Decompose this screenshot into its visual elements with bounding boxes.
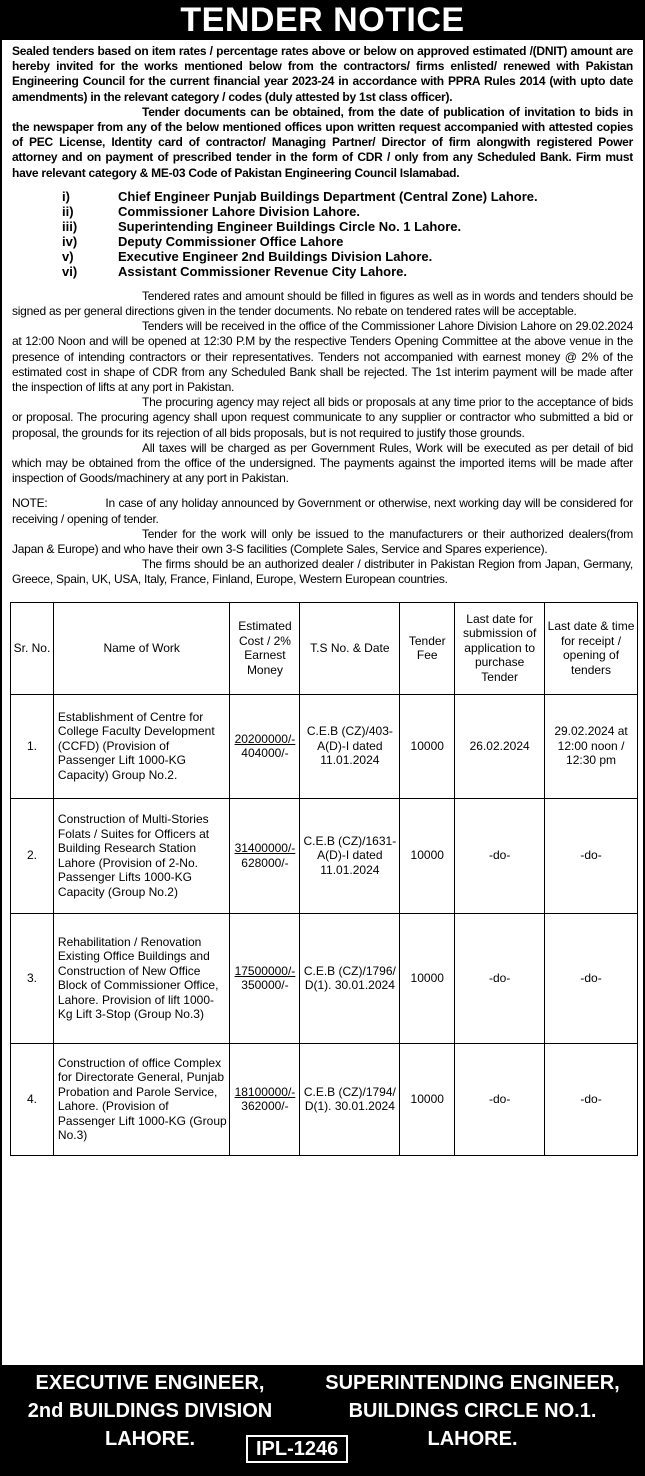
column-header: T.S No. & Date [300, 602, 400, 694]
receipt-cell: -do- [545, 1043, 638, 1155]
work-name-cell: Establishment of Centre for College Faculty Development (CCFD) (Provision of Passenger Lift 1000-KG Capacity) Group No.2. [53, 694, 230, 798]
fee-cell: 10000 [400, 694, 455, 798]
superintending-engineer-signature [300, 1369, 645, 1453]
ts-cell: C.E.B (CZ)/1796/ D(1). 30.01.2024 [300, 913, 400, 1043]
signature-line: LAHORE. [105, 1428, 195, 1450]
office-number: iv) [62, 233, 78, 249]
note-label: NOTE: [12, 496, 48, 511]
column-header: Last date for submission of application to purchase Tender [455, 602, 545, 694]
tender-notice-title: TENDER NOTICE [0, 0, 645, 40]
cost-cell [230, 694, 300, 798]
rates-paragraph: Tendered rates and amount should be filled in figures as well as in words and tenders should be signed as per general directions given in the tender documents. No rebate on tendered rates will be acceptable. [12, 288, 633, 319]
signature-line: SUPERINTENDING ENGINEER, [325, 1372, 620, 1394]
footer-signatures [0, 1365, 645, 1476]
office-name: Commissioner Lahore Division Lahore. [118, 203, 360, 219]
table-row [11, 1043, 638, 1155]
table-row [11, 798, 638, 913]
region-paragraph: The firms should be an authorized dealer / distributer in Pakistan Region from Japan, Germany, Greece, Spain, UK, USA, Italy, France, Finland, Europe, Western European countries. [12, 557, 633, 587]
office-name: Superintending Engineer Buildings Circle No. 1 Lahore. [118, 218, 462, 234]
works-table [10, 602, 638, 1156]
notice-body [0, 40, 645, 1365]
column-header: Sr. No. [11, 602, 54, 694]
work-name-cell: Rehabilitation / Renovation Existing Office Buildings and Construction of New Office Block of Commissioner Office, Lahore. Provision of lift 1000-Kg Lift 3-Stop (Group No.3) [53, 913, 230, 1043]
earnest-money: 350000/- [241, 978, 289, 993]
receipt-cell: -do- [545, 913, 638, 1043]
ts-cell: C.E.B (CZ)/1631-A(D)-I dated 11.01.2024 [300, 798, 400, 913]
last-date-cell: -do- [455, 913, 545, 1043]
office-name: Executive Engineer 2nd Buildings Division Lahore. [118, 248, 433, 264]
office-number: iii) [62, 218, 78, 234]
column-header: Last date & time for receipt / opening of tenders [545, 602, 638, 694]
table-row [11, 694, 638, 798]
work-name-cell: Construction of office Complex for Directorate General, Punjab Probation and Parole Service, Lahore. (Provision of Passenger Lift 1000-KG (Group No.3) [53, 1043, 230, 1155]
receipt-cell: -do- [545, 798, 638, 913]
documents-paragraph: Tender documents can be obtained, from the date of publication of invitation to bids in the newspaper from any of the below mentioned offices upon written request accompanied with attested copies of PEC License, Identity card of contractor/ Managing Partner/ Director of firm alongwith registered Power attorney and on payment of prescribed tender in the form of CDR / only from any Scheduled Bank. Firm must have relevant category & ME-03 Code of Pakistan Engineering Council Islamabad. [12, 104, 633, 180]
office-item [62, 264, 633, 279]
signature-line: BUILDINGS CIRCLE NO.1. [348, 1400, 597, 1422]
office-number: vi) [62, 263, 78, 279]
office-name: Chief Engineer Punjab Buildings Department (Central Zone) Lahore. [118, 188, 538, 204]
rejection-paragraph: The procuring agency may reject all bids or proposals at any time prior to the acceptance of bids or proposal. The procuring agency shall upon request communicate to any supplier or contractor who submitted a bid or proposal, the grounds for its rejection of all bids proposals, but is not required to justify those grounds. [12, 395, 633, 440]
sr-cell: 4. [11, 1043, 54, 1155]
signature-line: LAHORE. [427, 1428, 518, 1450]
intro-paragraph: Sealed tenders based on item rates / percentage rates above or below on approved estimated /(DNIT) amount are hereby invited for the works mentioned below from the contractors/ firms enlisted/ renewed with Pakistan Engineering Council for the current financial year 2023-24 in accordance with PPRA Rules 2014 (with upto date amendments) in the relevant category / codes (duly attested by 1st class officer). [12, 44, 633, 104]
sr-cell: 3. [11, 913, 54, 1043]
ts-cell: C.E.B (CZ)/403-A(D)-I dated 11.01.2024 [300, 694, 400, 798]
work-name-cell: Construction of Multi-Stories Folats / Suites for Officers at Building Research Station Lahore (Provision of 2-No. Passenger Lifts 1000-KG Capacity (Group No.2) [53, 798, 230, 913]
receipt-paragraph: Tenders will be received in the office of the Commissioner Lahore Division Lahore on 29.02.2024 at 12:00 Noon and will be opened at 12:30 P.M by the respective Tenders Opening Committee at the above venue in the presence of intending contractors or their representatives. Tenders not accompanied with earnest money @ 2% of the estimated cost in shape of CDR from any Scheduled Bank shall be rejected. The 1st interim payment will be made after the inspection of lifts at any port in Pakistan. [12, 319, 633, 395]
office-item [62, 204, 633, 219]
table-row [11, 913, 638, 1043]
cost-cell [230, 798, 300, 913]
office-name: Assistant Commissioner Revenue City Lahore. [118, 263, 407, 279]
office-item [62, 189, 633, 204]
earnest-money: 404000/- [241, 746, 289, 761]
estimated-cost: 18100000/- [234, 1084, 296, 1099]
office-name: Deputy Commissioner Office Lahore [118, 233, 344, 249]
fee-cell: 10000 [400, 798, 455, 913]
dealers-paragraph: Tender for the work will only be issued to the manufacturers or their authorized dealers(from Japan & Europe) and who have their own 3-S facilities (Complete Sales, Service and Spares experience). [12, 526, 633, 557]
earnest-money: 628000/- [241, 855, 289, 870]
note-paragraph [12, 496, 633, 526]
office-item [62, 249, 633, 264]
estimated-cost: 31400000/- [234, 841, 296, 856]
earnest-money: 362000/- [241, 1099, 289, 1114]
office-item [62, 234, 633, 249]
office-item [62, 219, 633, 234]
ts-cell: C.E.B (CZ)/1794/ D(1). 30.01.2024 [300, 1043, 400, 1155]
cost-cell [230, 913, 300, 1043]
estimated-cost: 17500000/- [234, 963, 296, 978]
office-number: i) [62, 188, 70, 204]
column-header: Tender Fee [400, 602, 455, 694]
office-number: v) [62, 248, 74, 264]
sr-cell: 1. [11, 694, 54, 798]
fee-cell: 10000 [400, 1043, 455, 1155]
last-date-cell: -do- [455, 1043, 545, 1155]
ipl-code: IPL-1246 [246, 1435, 348, 1463]
receipt-cell: 29.02.2024 at 12:00 noon / 12:30 pm [545, 694, 638, 798]
signature-line: 2nd BUILDINGS DIVISION [27, 1400, 273, 1422]
offices-list [62, 189, 633, 279]
note-text: In case of any holiday announced by Government or otherwise, next working day will be considered for receiving / opening of tender. [12, 496, 633, 526]
sr-cell: 2. [11, 798, 54, 913]
last-date-cell: -do- [455, 798, 545, 913]
cost-cell [230, 1043, 300, 1155]
signature-line: EXECUTIVE ENGINEER, [35, 1372, 265, 1394]
fee-cell: 10000 [400, 913, 455, 1043]
column-header: Estimated Cost / 2% Earnest Money [230, 602, 300, 694]
office-number: ii) [62, 203, 74, 219]
taxes-paragraph: All taxes will be charged as per Government Rules, Work will be executed as per detail of bid which may be obtained from the office of the undersigned. The payments against the imported items will be made after inspection of Goods/machinery at any port in Pakistan. [12, 440, 633, 486]
column-header: Name of Work [53, 602, 230, 694]
last-date-cell: 26.02.2024 [455, 694, 545, 798]
estimated-cost: 20200000/- [234, 731, 296, 746]
